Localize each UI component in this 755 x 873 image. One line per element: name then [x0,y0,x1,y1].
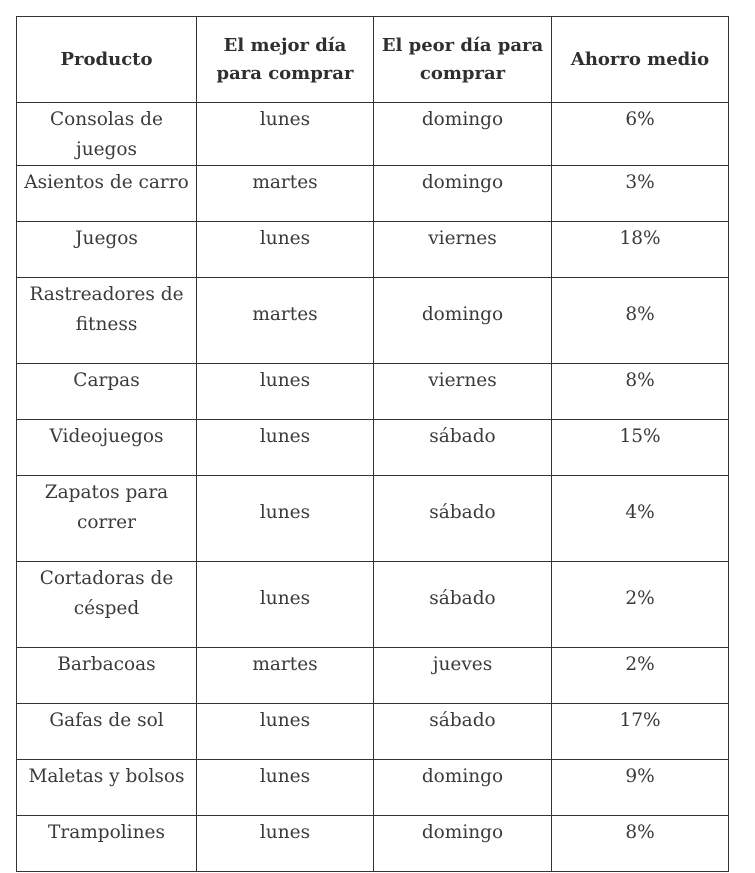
cell-ahorro: 6% [552,103,729,166]
cell-ahorro: 9% [552,760,729,816]
table-row [17,103,729,166]
cell-mejor-dia: lunes [197,420,374,476]
cell-peor-dia: domingo [374,816,552,872]
header-mejor-dia: El mejor día para comprar [197,17,374,103]
cell-peor-dia: sábado [374,562,552,648]
cell-producto: Gafas de sol [17,704,197,760]
cell-producto: Barbacoas [17,648,197,704]
cell-producto: Zapatos para correr [17,476,197,562]
table-row [17,278,729,364]
cell-mejor-dia: lunes [197,760,374,816]
cell-peor-dia: sábado [374,476,552,562]
cell-peor-dia: viernes [374,364,552,420]
cell-ahorro: 2% [552,648,729,704]
header-ahorro-medio: Ahorro medio [552,17,729,103]
cell-peor-dia: sábado [374,704,552,760]
cell-producto: Trampolines [17,816,197,872]
cell-ahorro: 8% [552,364,729,420]
cell-producto: Maletas y bolsos [17,760,197,816]
cell-mejor-dia: martes [197,166,374,222]
cell-peor-dia: domingo [374,103,552,166]
cell-mejor-dia: lunes [197,562,374,648]
cell-ahorro: 4% [552,476,729,562]
table-row [17,704,729,760]
cell-ahorro: 2% [552,562,729,648]
cell-producto: Videojuegos [17,420,197,476]
header-peor-dia: El peor día para comprar [374,17,552,103]
cell-mejor-dia: lunes [197,103,374,166]
cell-ahorro: 18% [552,222,729,278]
cell-mejor-dia: lunes [197,222,374,278]
savings-table-container [16,16,728,872]
best-day-to-buy-table [16,16,729,872]
cell-peor-dia: sábado [374,420,552,476]
cell-ahorro: 8% [552,278,729,364]
table-header-row [17,17,729,103]
cell-peor-dia: domingo [374,760,552,816]
cell-producto: Consolas de juegos [17,103,197,166]
table-row [17,816,729,872]
cell-ahorro: 3% [552,166,729,222]
table-row [17,760,729,816]
cell-producto: Rastreadores de fitness [17,278,197,364]
table-row [17,166,729,222]
cell-ahorro: 17% [552,704,729,760]
cell-peor-dia: domingo [374,278,552,364]
cell-mejor-dia: lunes [197,364,374,420]
table-row [17,222,729,278]
table-row [17,364,729,420]
cell-mejor-dia: martes [197,648,374,704]
cell-ahorro: 15% [552,420,729,476]
cell-producto: Cortadoras de césped [17,562,197,648]
cell-mejor-dia: martes [197,278,374,364]
cell-producto: Juegos [17,222,197,278]
table-row [17,648,729,704]
cell-peor-dia: domingo [374,166,552,222]
cell-producto: Carpas [17,364,197,420]
header-producto: Producto [17,17,197,103]
table-row [17,476,729,562]
cell-peor-dia: viernes [374,222,552,278]
cell-mejor-dia: lunes [197,704,374,760]
table-row [17,420,729,476]
cell-mejor-dia: lunes [197,476,374,562]
cell-ahorro: 8% [552,816,729,872]
cell-peor-dia: jueves [374,648,552,704]
cell-mejor-dia: lunes [197,816,374,872]
table-row [17,562,729,648]
cell-producto: Asientos de carro [17,166,197,222]
